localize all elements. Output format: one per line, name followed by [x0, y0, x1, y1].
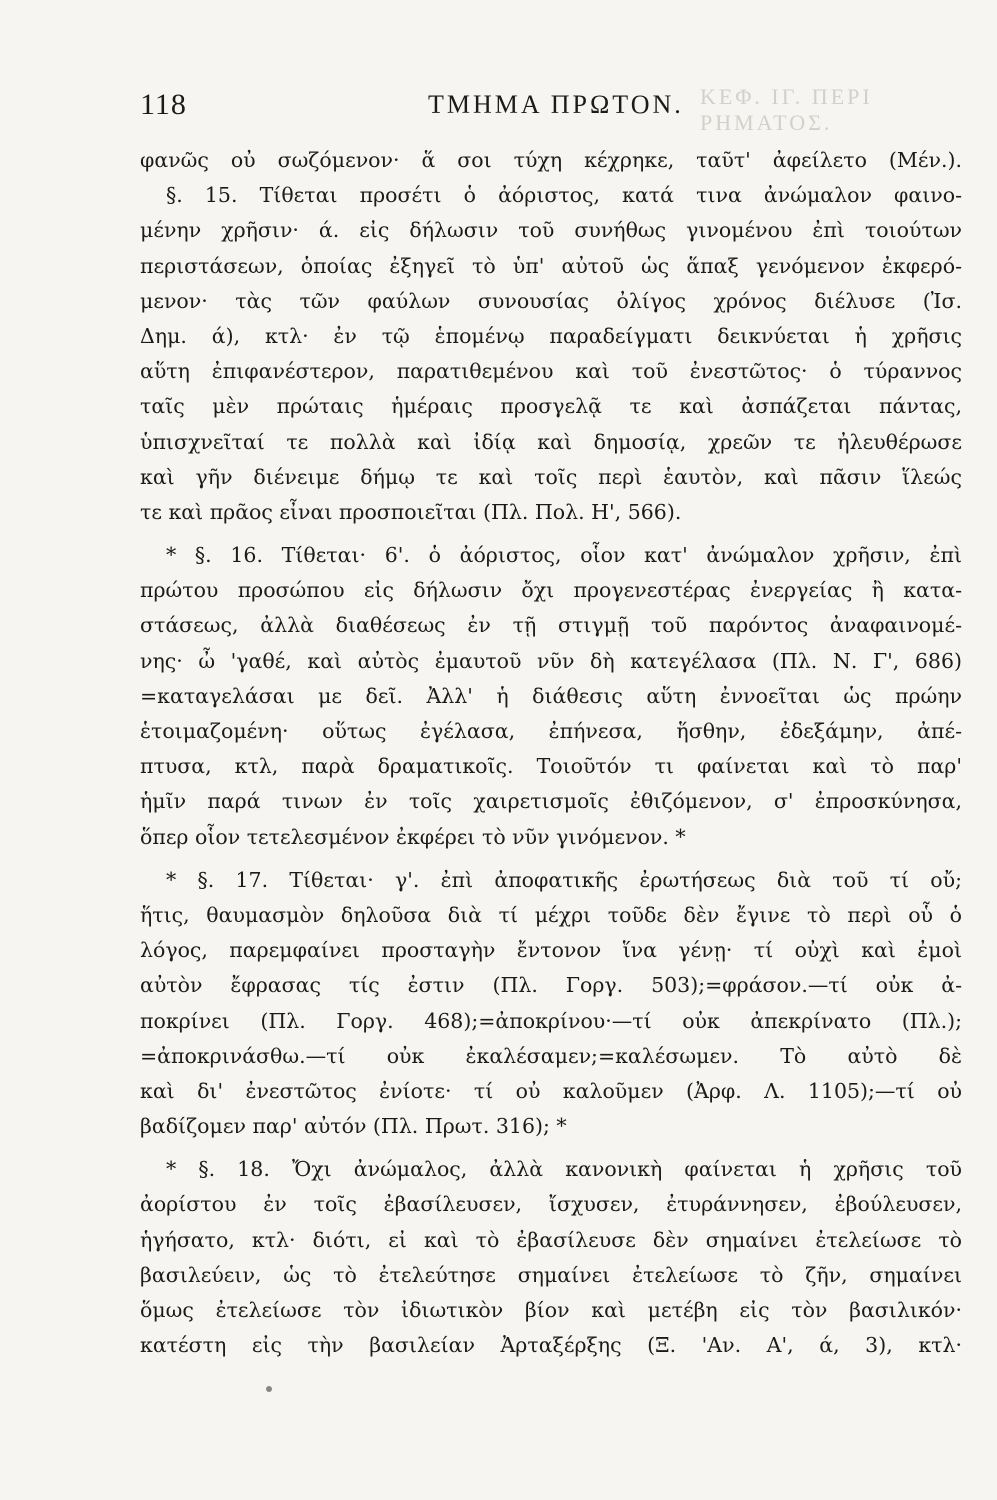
section-18-heading-line: * §. 18. Ὄχι ἀνώμαλος, ἀλλὰ κανονικὴ φαίνεται ἡ χρῆσις τοῦ: [166, 1157, 962, 1182]
text-line: ποκρίνει (Πλ. Γοργ. 468);=ἀποκρίνου·—τί οὐκ ἀπεκρίνατο (Πλ.);: [140, 1008, 962, 1033]
text-line: ἥτις, θαυμασμὸν δηλοῦσα διὰ τί μέχρι τοῦδε δὲν ἔγινε τὸ περὶ οὗ ὁ: [140, 902, 962, 927]
text-line: =καταγελάσαι με δεῖ. Ἀλλ' ἡ διάθεσις αὕτη ἐννοεῖται ὡς πρώην: [140, 683, 962, 708]
text-line: ἀορίστου ἐν τοῖς ἐβασίλευσεν, ἴσχυσεν, ἐτυράννησεν, ἐβούλευσεν,: [140, 1192, 962, 1217]
text-line: μενον· τὰς τῶν φαύλων συνουσίας ὀλίγος χρόνος διέλυσε (Ἰσ.: [140, 288, 962, 313]
text-line: κατέστη εἰς τὴν βασιλείαν Ἀρταξέρξης (Ξ. 'Αν. Α', ά, 3), κτλ·: [140, 1333, 962, 1358]
section-17-heading-line: * §. 17. Τίθεται· γ'. ἐπὶ ἀποφατικῆς ἐρωτήσεως διὰ τοῦ τί οὔ;: [166, 867, 962, 892]
text-line: πτυσα, κτλ, παρὰ δραματικοῖς. Τοιοῦτόν τι φαίνεται καὶ τὸ παρ': [140, 754, 962, 779]
text-line: ἡγήσατο, κτλ· διότι, εἰ καὶ τὸ ἐβασίλευσε δὲν σημαίνει ἐτελείωσε τὸ: [140, 1227, 962, 1252]
text-line: =ἀποκρινάσθω.—τί οὐκ ἐκαλέσαμεν;=καλέσωμεν. Τὸ αὐτὸ δὲ: [140, 1043, 962, 1068]
text-line: φανῶς οὐ σωζόμενον· ἅ σοι τύχη κέχρηκε, ταῦτ' ἀφείλετο (Μέν.).: [140, 148, 962, 172]
running-head: ΤΜΗΜΑ ΠΡΩΤΟΝ.: [428, 90, 684, 119]
page-number: 118: [140, 88, 187, 121]
text-line: τε καὶ πρᾶος εἶναι προσποιεῖται (Πλ. Πολ. Η', 566).: [140, 499, 682, 524]
text-line: βαδίζομεν παρ' αὐτόν (Πλ. Πρωτ. 316); *: [140, 1114, 567, 1139]
text-line: αὕτη ἐπιφανέστερον, παρατιθεμένου καὶ τοῦ ἐνεστῶτος· ὁ τύραννος: [140, 359, 962, 384]
text-line: ὅμως ἐτελείωσε τὸν ἰδιωτικὸν βίον καὶ μετέβη εἰς τὸν βασιλικόν·: [140, 1298, 962, 1322]
text-line: πρώτου προσώπου εἰς δήλωσιν ὄχι προγενεστέρας ἐνεργείας ἢ κατα-: [140, 578, 962, 603]
text-line: νης· ὦ 'γαθέ, καὶ αὐτὸς ἐμαυτοῦ νῦν δὴ κατεγέλασα (Πλ. Ν. Γ', 686): [140, 648, 962, 673]
ink-speck: [266, 1386, 272, 1392]
text-line: περιστάσεων, ὁποίας ἐξηγεῖ τὸ ὑπ' αὐτοῦ ὡς ἅπαξ γενόμενον ἐκφερό-: [140, 253, 962, 278]
text-line: ἑτοιμαζομένη· οὕτως ἐγέλασα, ἐπήνεσα, ἥσθην, ἐδεξάμην, ἀπέ-: [140, 719, 962, 743]
text-line: αὐτὸν ἔφρασας τίς ἐστιν (Πλ. Γοργ. 503);=φράσον.—τί οὐκ ἀ-: [140, 973, 962, 998]
text-line: λόγος, παρεμφαίνει προσταγὴν ἔντονον ἵνα γένῃ· τί οὐχὶ καὶ ἐμοὶ: [140, 938, 962, 963]
section-15-heading-line: §. 15. Τίθεται προσέτι ὁ ἀόριστος, κατά τινα ἀνώμαλον φαινο-: [166, 183, 962, 208]
bleed-through-heading: ΚΕΦ. ΙΓ. ΠΕΡΙ ΡΗΜΑΤΟΣ.: [700, 84, 873, 135]
text-line: ἡμῖν παρά τινων ἐν τοῖς χαιρετισμοῖς ἐθιζόμενον, σ' ἐπροσκύνησα,: [140, 789, 962, 814]
text-line: ὅπερ οἷον τετελεσμένον ἐκφέρει τὸ νῦν γινόμενον. *: [140, 824, 686, 849]
text-line: καὶ γῆν διένειμε δήμῳ τε καὶ τοῖς περὶ ἑαυτὸν, καὶ πᾶσιν ἵλεώς: [140, 464, 962, 489]
text-line: καὶ δι' ἐνεστῶτος ἐνίοτε· τί οὐ καλοῦμεν (Ἀρφ. Λ. 1105);—τί οὐ: [140, 1078, 962, 1103]
body-text: [140, 143, 962, 1363]
text-line: ὑπισχνεῖταί τε πολλὰ καὶ ἰδίᾳ καὶ δημοσίᾳ, χρεῶν τε ἠλευθέρωσε: [140, 429, 962, 454]
page-header: [140, 84, 960, 135]
section-16-heading-line: * §. 16. Τίθεται· 6'. ὁ ἀόριστος, οἷον κατ' ἀνώμαλον χρῆσιν, ἐπὶ: [166, 543, 962, 568]
text-line: Δημ. ά), κτλ· ἐν τῷ ἑπομένῳ παραδείγματι δεικνύεται ἡ χρῆσις: [140, 323, 962, 348]
text-line: στάσεως, ἀλλὰ διαθέσεως ἐν τῇ στιγμῇ τοῦ παρόντος ἀναφαινομέ-: [140, 613, 962, 638]
text-line: βασιλεύειν, ὡς τὸ ἐτελεύτησε σημαίνει ἐτελείωσε τὸ ζῆν, σημαίνει: [140, 1262, 962, 1287]
text-line: μένην χρῆσιν· ά. εἰς δήλωσιν τοῦ συνήθως γινομένου ἐπὶ τοιούτων: [140, 218, 962, 243]
text-line: ταῖς μὲν πρώταις ἡμέραις προσγελᾷ τε καὶ ἀσπάζεται πάντας,: [140, 394, 962, 419]
